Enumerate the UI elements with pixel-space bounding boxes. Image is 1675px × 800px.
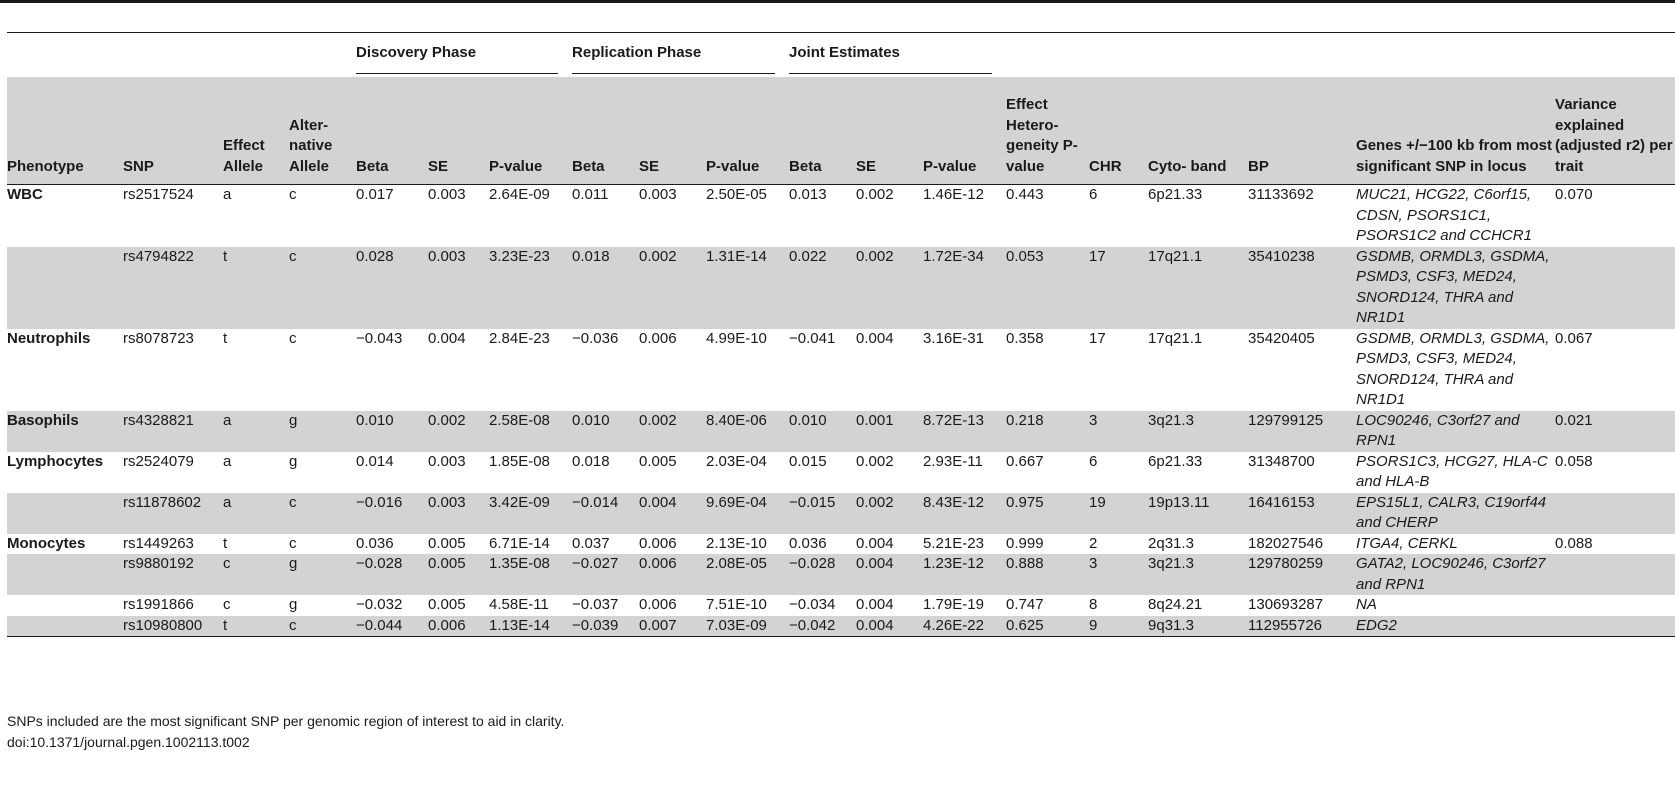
table-cell: 17q21.1: [1148, 247, 1248, 329]
table-cell: 0.053: [1006, 247, 1089, 329]
table-cell: 8q24.21: [1148, 596, 1203, 613]
phenotype-cell: Monocytes: [7, 534, 86, 552]
table-cell: 0.013: [789, 186, 827, 203]
table-cell: 0.002: [856, 186, 894, 203]
table-cell: 0.443: [1006, 186, 1044, 203]
phenotype-cell: Neutrophils: [7, 329, 91, 347]
table-row: [7, 329, 1675, 411]
table-cell: c: [289, 616, 356, 637]
table-cell: 0.036: [356, 534, 394, 552]
table-cell: 0.010: [356, 411, 428, 452]
table-cell: 0.011: [572, 186, 609, 203]
table-cell: 17: [1089, 329, 1106, 347]
table-cell: g: [289, 452, 298, 470]
table-cell: 3.42E-09: [489, 493, 572, 534]
snp-cell: rs1991866: [123, 596, 194, 613]
table-cell: 19p13.11: [1148, 493, 1248, 534]
table-cell: 0.004: [856, 329, 894, 347]
table-cell: 0.002: [856, 493, 923, 534]
table-cell: 0.002: [639, 247, 706, 329]
table-cell: −0.037: [572, 596, 619, 613]
table-cell: 0.888: [1006, 554, 1089, 595]
table-cell: 0.017: [356, 186, 394, 203]
table-cell: 0.015: [789, 452, 827, 470]
column-header: Beta: [572, 77, 639, 185]
table-cell: 182027546: [1248, 534, 1324, 552]
table-cell: 8.43E-12: [923, 493, 1006, 534]
table-cell: 6.71E-14: [489, 534, 550, 552]
table-cell: −0.042: [789, 616, 856, 637]
table-row: [7, 452, 1675, 493]
table-cell: 0.975: [1006, 493, 1089, 534]
table-cell: 9: [1089, 616, 1148, 637]
table-cell: 0.002: [428, 411, 489, 452]
column-header: SE: [639, 77, 706, 185]
genes-cell: MUC21, HCG22, C6orf15, CDSN, PSORS1C1, PSORS1C2 and CCHCR1: [1356, 186, 1532, 244]
column-header: SE: [856, 77, 923, 185]
table-cell: 17: [1089, 247, 1148, 329]
snp-cell: rs1449263: [123, 534, 194, 552]
table-cell: 2.03E-04: [706, 452, 767, 470]
table-cell: 4.58E-11: [489, 596, 549, 613]
table-cell: 0.018: [572, 247, 639, 329]
table-row: [7, 616, 1675, 637]
genes-cell: GSDMB, ORMDL3, GSDMA, PSMD3, CSF3, MED24, SNORD124, THRA and NR1D1: [1356, 329, 1550, 408]
table-cell: 130693287: [1248, 596, 1324, 613]
table-cell: −0.028: [356, 554, 428, 595]
column-header: SE: [428, 77, 489, 185]
table-cell: 1.85E-08: [489, 452, 550, 470]
table-cell: 0.070: [1555, 186, 1593, 203]
table-cell: 0.747: [1006, 596, 1044, 613]
column-header: P-value: [706, 77, 789, 185]
table-row: [7, 247, 1675, 329]
table-cell: 0.088: [1555, 534, 1593, 552]
snp-cell: rs8078723: [123, 329, 194, 347]
table-cell: t: [223, 534, 228, 552]
table-cell: t: [223, 329, 228, 347]
table-cell: c: [289, 186, 297, 203]
table-cell: 3: [1089, 411, 1148, 452]
column-header-row: [7, 77, 1675, 185]
table-body: [7, 185, 1675, 637]
table-cell: t: [223, 247, 289, 329]
table-footnote: SNPs included are the most significant SNP per genomic region of interest to aid in clarity.: [7, 713, 565, 729]
column-header: SNP: [123, 77, 223, 185]
table-cell: [1555, 493, 1675, 534]
table-cell: 0.021: [1555, 411, 1675, 452]
phenotype-cell: [7, 493, 123, 534]
table-cell: 0.999: [1006, 534, 1044, 552]
group-header-joint: Joint Estimates: [789, 43, 992, 74]
table-cell: 2.13E-10: [706, 534, 767, 552]
table-cell: 0.004: [856, 616, 923, 637]
table-cell: −0.039: [572, 616, 639, 637]
top-border: [0, 0, 1675, 3]
table-top-rule: [7, 32, 1675, 33]
table-cell: 35420405: [1248, 329, 1315, 347]
table-cell: 0.018: [572, 452, 610, 470]
table-cell: t: [223, 616, 289, 637]
table-cell: 2: [1089, 534, 1098, 552]
table-cell: 3.23E-23: [489, 247, 572, 329]
table-cell: 4.99E-10: [706, 329, 767, 347]
table-cell: 0.058: [1555, 452, 1593, 470]
table-cell: 0.625: [1006, 616, 1089, 637]
table-cell: 17q21.1: [1148, 329, 1203, 347]
table-cell: g: [289, 554, 356, 595]
phenotype-cell: WBC: [7, 186, 43, 203]
table-cell: 0.358: [1006, 329, 1044, 347]
table-cell: 0.005: [428, 596, 466, 613]
table-row: [7, 534, 1675, 555]
column-header: Cyto- band: [1148, 77, 1248, 185]
table-cell: 0.006: [639, 596, 677, 613]
table-cell: 0.003: [639, 186, 677, 203]
table-cell: 2.84E-23: [489, 329, 550, 347]
table-cell: 0.067: [1555, 329, 1593, 347]
table-cell: 8.40E-06: [706, 411, 789, 452]
table-cell: 0.002: [856, 247, 923, 329]
table-cell: 0.005: [639, 452, 677, 470]
table-cell: 0.004: [856, 534, 894, 552]
table-cell: g: [289, 411, 356, 452]
column-header: Alter- native Allele: [289, 77, 356, 185]
table-cell: 3q21.3: [1148, 554, 1248, 595]
snp-cell: rs10980800: [123, 616, 223, 637]
table-cell: 2.50E-05: [706, 186, 767, 203]
table-cell: 0.005: [428, 534, 466, 552]
snp-results-table: [7, 42, 1675, 637]
group-header-discovery: Discovery Phase: [356, 43, 558, 74]
snp-cell: rs11878602: [123, 493, 223, 534]
table-cell: 0.004: [856, 554, 923, 595]
phenotype-cell: [7, 554, 123, 595]
table-cell: 0.005: [428, 554, 489, 595]
table-row: [7, 493, 1675, 534]
table-cell: c: [289, 534, 297, 552]
genes-cell: GATA2, LOC90246, C3orf27 and RPN1: [1356, 554, 1555, 595]
column-header: BP: [1248, 77, 1356, 185]
table-cell: −0.016: [356, 493, 428, 534]
phenotype-cell: [7, 247, 123, 329]
table-cell: 1.46E-12: [923, 186, 984, 203]
table-cell: 0.004: [428, 329, 466, 347]
table-cell: 0.006: [428, 616, 489, 637]
table-cell: 1.35E-08: [489, 554, 572, 595]
table-row: [7, 411, 1675, 452]
snp-cell: rs2524079: [123, 452, 194, 470]
phenotype-cell: Lymphocytes: [7, 452, 104, 470]
table-cell: 6: [1089, 452, 1098, 470]
genes-cell: PSORS1C3, HCG27, HLA-C and HLA-B: [1356, 452, 1548, 490]
table-row: [7, 185, 1675, 247]
table-cell: g: [289, 596, 298, 613]
table-doi: doi:10.1371/journal.pgen.1002113.t002: [7, 734, 250, 750]
table-cell: −0.041: [789, 329, 836, 347]
table-cell: 2.93E-11: [923, 452, 983, 470]
table-cell: 1.72E-34: [923, 247, 1006, 329]
phenotype-cell: Basophils: [7, 411, 123, 452]
table-cell: 0.010: [789, 411, 856, 452]
table-cell: c: [289, 329, 297, 347]
table-cell: 3: [1089, 554, 1148, 595]
table-cell: 0.003: [428, 247, 489, 329]
column-header: Phenotype: [7, 77, 123, 185]
table-cell: c: [289, 247, 356, 329]
table-cell: 0.004: [856, 596, 894, 613]
table-cell: [1555, 616, 1675, 637]
table-cell: 0.036: [789, 534, 827, 552]
table-cell: −0.036: [572, 329, 619, 347]
snp-cell: rs4328821: [123, 411, 223, 452]
genes-cell: LOC90246, C3orf27 and RPN1: [1356, 411, 1555, 452]
table-cell: 9q31.3: [1148, 616, 1248, 637]
column-header: P-value: [923, 77, 1006, 185]
table-cell: 0.002: [856, 452, 894, 470]
table-row: [7, 554, 1675, 595]
table-cell: 7.51E-10: [706, 596, 767, 613]
table-cell: −0.032: [356, 596, 403, 613]
table-cell: 129780259: [1248, 554, 1356, 595]
table-cell: 0.028: [356, 247, 428, 329]
table-cell: 0.022: [789, 247, 856, 329]
table-row: [7, 595, 1675, 616]
table-cell: 0.006: [639, 554, 706, 595]
table-cell: 9.69E-04: [706, 493, 789, 534]
table-cell: 6p21.33: [1148, 186, 1203, 203]
table-cell: 129799125: [1248, 411, 1356, 452]
table-cell: 112955726: [1248, 616, 1356, 637]
table-cell: a: [223, 493, 289, 534]
table-cell: 1.79E-19: [923, 596, 984, 613]
table-cell: [1555, 554, 1675, 595]
snp-cell: rs2517524: [123, 186, 194, 203]
table-cell: [1555, 595, 1675, 616]
table-cell: 0.006: [639, 329, 677, 347]
column-header: Effect Allele: [223, 77, 289, 185]
table-cell: c: [223, 554, 289, 595]
table-cell: 6p21.33: [1148, 452, 1203, 470]
table-cell: 0.667: [1006, 452, 1044, 470]
table-cell: c: [289, 493, 356, 534]
table-cell: −0.034: [789, 596, 836, 613]
table-cell: 3q21.3: [1148, 411, 1248, 452]
table-cell: 0.007: [639, 616, 706, 637]
table-cell: −0.028: [789, 554, 856, 595]
table-cell: 2q31.3: [1148, 534, 1194, 552]
table-cell: 2.08E-05: [706, 554, 789, 595]
table-cell: 8: [1089, 596, 1098, 613]
phenotype-cell: [7, 616, 123, 637]
table-cell: 16416153: [1248, 493, 1356, 534]
column-header: Variance explained (adjusted r2) per trait: [1555, 77, 1675, 185]
table-cell: 3.16E-31: [923, 329, 984, 347]
table-cell: 7.03E-09: [706, 616, 789, 637]
table-cell: 2.58E-08: [489, 411, 572, 452]
table-cell: 0.003: [428, 186, 466, 203]
genes-cell: EDG2: [1356, 616, 1555, 637]
genes-cell: NA: [1356, 596, 1377, 613]
genes-cell: EPS15L1, CALR3, C19orf44 and CHERP: [1356, 493, 1555, 534]
table-cell: 0.010: [572, 411, 639, 452]
phenotype-cell: [7, 595, 123, 616]
table-cell: 0.002: [639, 411, 706, 452]
column-header: CHR: [1089, 77, 1148, 185]
snp-cell: rs4794822: [123, 247, 223, 329]
table-cell: 0.004: [639, 493, 706, 534]
table-cell: a: [223, 411, 289, 452]
table-cell: −0.014: [572, 493, 639, 534]
table-cell: 6: [1089, 186, 1098, 203]
table-cell: 1.13E-14: [489, 616, 572, 637]
table-cell: 31348700: [1248, 452, 1315, 470]
column-header: Beta: [789, 77, 856, 185]
table-cell: 4.26E-22: [923, 616, 1006, 637]
table-cell: 5.21E-23: [923, 534, 984, 552]
table-cell: 0.014: [356, 452, 394, 470]
table-cell: [1555, 247, 1675, 329]
table-cell: 0.006: [639, 534, 677, 552]
table-cell: 2.64E-09: [489, 186, 550, 203]
group-header-row: [7, 42, 1675, 77]
group-header-replication: Replication Phase: [572, 43, 775, 74]
column-header: Beta: [356, 77, 428, 185]
genes-cell: ITGA4, CERKL: [1356, 534, 1458, 552]
table-cell: a: [223, 452, 232, 470]
table-cell: 35410238: [1248, 247, 1356, 329]
table-cell: a: [223, 186, 232, 203]
table-cell: 31133692: [1248, 186, 1314, 203]
snp-cell: rs9880192: [123, 554, 223, 595]
table-cell: 0.218: [1006, 411, 1089, 452]
column-header: Effect Hetero- geneity P-value: [1006, 77, 1089, 185]
table-cell: 0.003: [428, 452, 466, 470]
column-header: P-value: [489, 77, 572, 185]
table-cell: 1.31E-14: [706, 247, 789, 329]
table-cell: −0.043: [356, 329, 403, 347]
table-cell: 0.037: [572, 534, 610, 552]
column-header: Genes +/−100 kb from most significant SNP in locus: [1356, 77, 1555, 185]
table-cell: 0.001: [856, 411, 923, 452]
table-cell: c: [223, 596, 231, 613]
table-cell: 19: [1089, 493, 1148, 534]
table-cell: 1.23E-12: [923, 554, 1006, 595]
table-cell: 0.003: [428, 493, 489, 534]
table-cell: −0.044: [356, 616, 428, 637]
table-cell: −0.027: [572, 554, 639, 595]
table-cell: −0.015: [789, 493, 856, 534]
genes-cell: GSDMB, ORMDL3, GSDMA, PSMD3, CSF3, MED24, SNORD124, THRA and NR1D1: [1356, 247, 1555, 329]
table-cell: 8.72E-13: [923, 411, 1006, 452]
